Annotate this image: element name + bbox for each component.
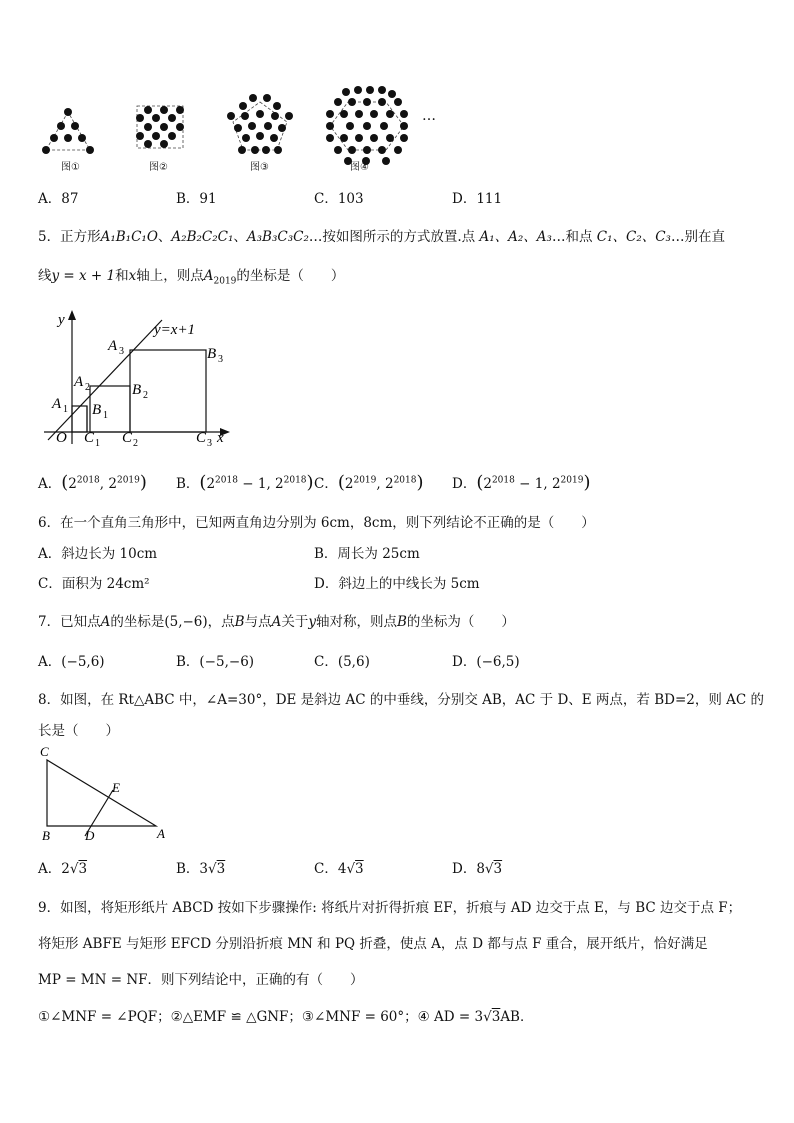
q5-figure	[40, 306, 240, 448]
q5-label-b3: B	[207, 346, 217, 362]
q6-option-c: C．面积为 24cm²	[38, 576, 150, 592]
q4-option-a: A．87	[38, 191, 79, 207]
svg-text:3: 3	[218, 354, 223, 365]
pattern-figure-4	[326, 86, 408, 165]
q8-option-a: A．2√3	[38, 861, 88, 877]
q8-figure	[36, 740, 176, 844]
q5-label-c3: C	[196, 430, 207, 446]
svg-text:2: 2	[143, 390, 148, 401]
q8-label-b: B	[42, 828, 50, 843]
q4-option-d: D．111	[452, 191, 503, 207]
q8-stem-line1: 8．如图，在 Rt△ABC 中，∠A=30°，DE 是斜边 AC 的中垂线，分别交 AB，AC 于 D、E 两点，若 BD=2，则 AC 的	[38, 692, 765, 708]
figure-caption-4: 图④	[350, 162, 369, 173]
q5-label-o: O	[56, 430, 67, 446]
q6-option-d: D．斜边上的中线长为 5cm	[314, 576, 480, 592]
pattern-figure-2	[136, 106, 184, 148]
svg-text:2: 2	[85, 382, 90, 393]
q5-option-a: A．($2^{2018}$, $2^{2019}$)	[38, 472, 147, 493]
q6-option-b: B．周长为 25cm	[314, 546, 420, 562]
q5-label-b1: B	[92, 402, 102, 418]
q7-stem: 7．已知点A的坐标是(5,−6)，点B与点A关于y轴对称，则点B的坐标为（ ）	[38, 614, 515, 630]
q5-label-c2: C	[122, 430, 133, 446]
q5-label-line: y=x+1	[154, 322, 196, 338]
q5-line	[48, 320, 162, 440]
q5-stem-line1: 5．正方形A₁B₁C₁O、A₂B₂C₂C₁、A₃B₃C₃C₂…按如图所示的方式放置.点 A₁、A₂、A₃…和点 C₁、C₂、C₃…别在直	[38, 229, 725, 245]
q8-label-e: E	[112, 780, 120, 795]
q9-statements: ①∠MNF = ∠PQF；②△EMF ≌ △GNF；③∠MNF = 60°；④ AD = 3√3AB．	[38, 1009, 534, 1025]
q5-square-1	[72, 406, 87, 432]
q5-option-c: C．($2^{2019}$, $2^{2018}$)	[314, 472, 424, 493]
pattern-figure-3	[227, 94, 293, 154]
q8-label-a: A	[157, 826, 165, 841]
dot-pattern-figures	[30, 82, 460, 174]
q9-stem-line3: MP = MN = NF．则下列结论中，正确的有（ ）	[38, 972, 364, 988]
q5-label-x: x	[217, 430, 224, 446]
q7-option-b: B．(−5,−6)	[176, 654, 255, 670]
q8-triangle	[47, 760, 156, 826]
pattern-ellipsis: …	[422, 108, 436, 124]
svg-text:1: 1	[103, 410, 108, 421]
pattern-figure-1	[42, 108, 94, 154]
svg-text:1: 1	[63, 404, 68, 415]
q4-option-c: C．103	[314, 191, 364, 207]
q8-option-d: D．8√3	[452, 861, 503, 877]
q9-stem-line2: 将矩形 ABFE 与矩形 EFCD 分别沿折痕 MN 和 PQ 折叠，使点 A，点 D 都与点 F 重合，展开纸片，恰好满足	[38, 936, 708, 952]
q5-label-a2: A	[74, 374, 84, 390]
svg-text:2: 2	[133, 438, 138, 448]
q5-label-y: y	[58, 312, 65, 328]
q5-label-a3: A	[108, 338, 118, 354]
svg-text:1: 1	[95, 438, 100, 448]
q9-stem-line1: 9．如图，将矩形纸片 ABCD 按如下步骤操作: 将纸片对折得折痕 EF，折痕与 AD 边交于点 E，与 BC 边交于点 F；	[38, 900, 742, 916]
q4-option-b: B．91	[176, 191, 217, 207]
q7-option-c: C．(5,6)	[314, 654, 370, 670]
q5-stem-line2: 线y = x + 1和x轴上，则点$A_{2019}$的坐标是（ ）	[38, 268, 345, 287]
q5-label-b2: B	[132, 382, 142, 398]
q5-square-3	[130, 350, 206, 432]
q8-label-c: C	[40, 744, 49, 759]
q5-option-d: D．($2^{2018} - 1$, $2^{2019}$)	[452, 472, 591, 493]
q5-label-c1: C	[84, 430, 95, 446]
q8-option-c: C．4√3	[314, 861, 364, 877]
svg-text:3: 3	[207, 438, 212, 448]
q5-label-a1: A	[52, 396, 62, 412]
q5-option-b: B．($2^{2018} - 1$, $2^{2018}$)	[176, 472, 314, 493]
q7-option-a: A．(−5,6)	[38, 654, 105, 670]
q8-option-b: B．3√3	[176, 861, 226, 877]
svg-text:3: 3	[119, 346, 124, 357]
q8-label-d: D	[85, 828, 95, 843]
q6-option-a: A．斜边长为 10cm	[38, 546, 158, 562]
q6-stem: 6．在一个直角三角形中，已知两直角边分别为 6cm，8cm，则下列结论不正确的是（ ）	[38, 515, 595, 531]
q8-stem-line2: 长是（ ）	[38, 723, 119, 739]
figure-caption-1: 图①	[61, 162, 80, 173]
figure-caption-2: 图②	[149, 162, 168, 173]
figure-caption-3: 图③	[250, 162, 269, 173]
q7-option-d: D．(−6,5)	[452, 654, 520, 670]
